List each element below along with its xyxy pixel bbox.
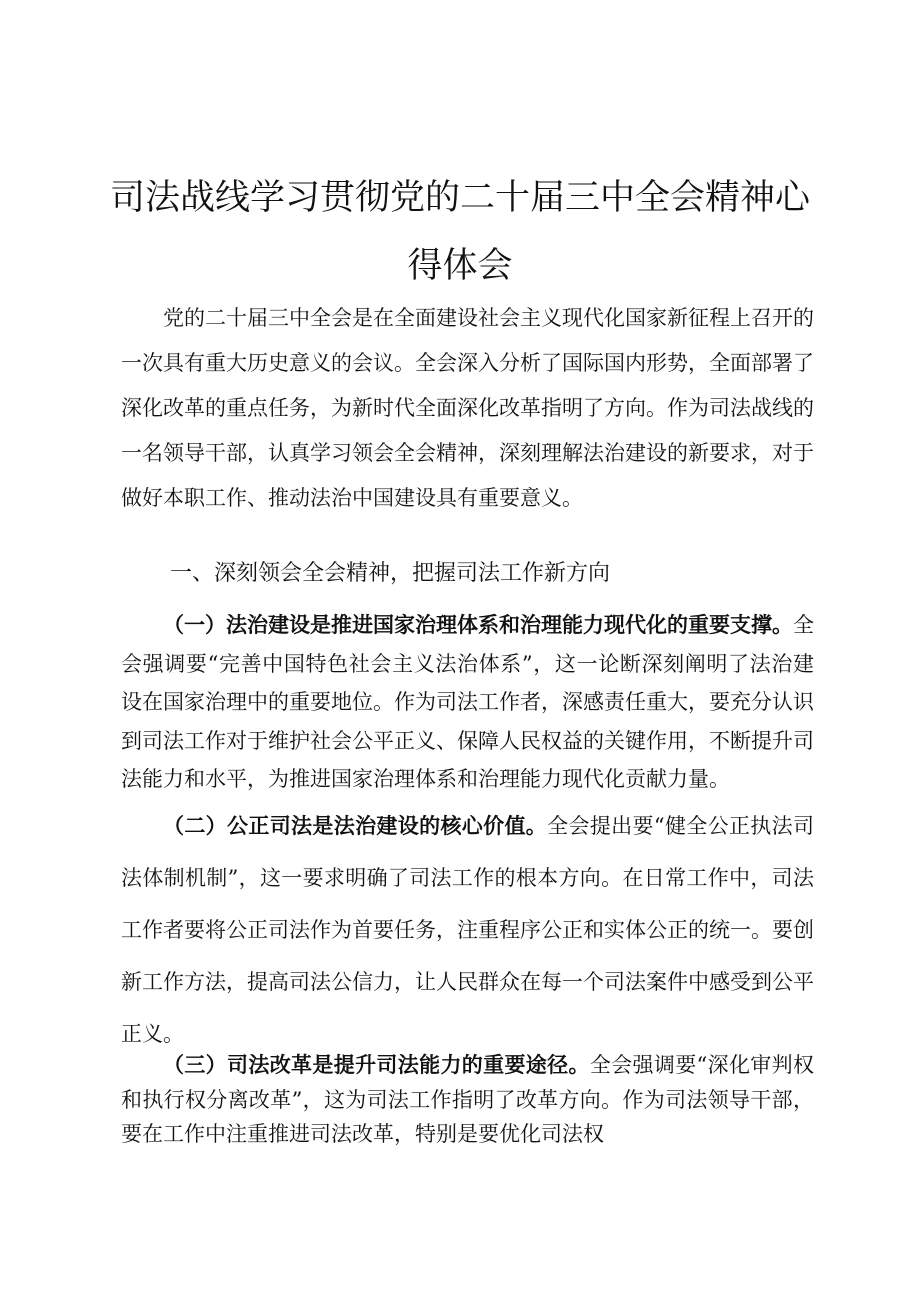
point-3-lead: （三）司法改革是提升司法能力的重要途径。 — [163, 1052, 590, 1077]
section-heading-1: 一、深刻领会全会精神，把握司法工作新方向 — [170, 561, 611, 586]
point-2-body: 全会提出要“健全公正执法司法体制机制”，这一要求明确了司法工作的根本方向。在日常工作中，司法工作者要将公正司法作为首要任务，注重程序公正和实体公正的统一。要创新工作方法，提高司法公信力，让人民群众在每一个司法案件中感受到公平正义。 — [121, 814, 814, 1046]
point-1-lead: （一）法治建设是推进国家治理体系和治理能力现代化的重要支撑。 — [163, 612, 793, 637]
intro-paragraph: 党的二十届三中全会是在全面建设社会主义现代化国家新征程上召开的一次具有重大历史意义的会议。全会深入分析了国际国内形势，全面部署了深化改革的重点任务，为新时代全面深化改革指明了方向。作为司法战线的一名领导干部，认真学习领会全会精神，深刻理解法治建设的新要求，对于做好本职工作、推动法治中国建设具有重要意义。 — [121, 306, 814, 510]
point-3-paragraph — [121, 1048, 814, 1152]
point-2-paragraph — [121, 800, 814, 1060]
document-title-line-1: 司法战线学习贯彻党的二十届三中全会精神心 — [109, 178, 810, 218]
point-2-lead: （二）公正司法是法治建设的核心价值。 — [163, 813, 548, 838]
point-1-paragraph — [121, 606, 814, 799]
point-3-body: 全会强调要“深化审判权和执行权分离改革”，这为司法工作指明了改革方向。作为司法领导干部，要在工作中注重推进司法改革，特别是要优化司法权 — [121, 1053, 814, 1146]
document-title-line-2: 得体会 — [407, 246, 513, 286]
point-1-body: 全会强调要“完善中国特色社会主义法治体系”，这一论断深刻阐明了法治建设在国家治理中的重要地位。作为司法工作者，深感责任重大，要充分认识到司法工作对于维护社会公平正义、保障人民权益的关键作用，不断提升司法能力和水平，为推进国家治理体系和治理能力现代化贡献力量。 — [121, 613, 814, 791]
